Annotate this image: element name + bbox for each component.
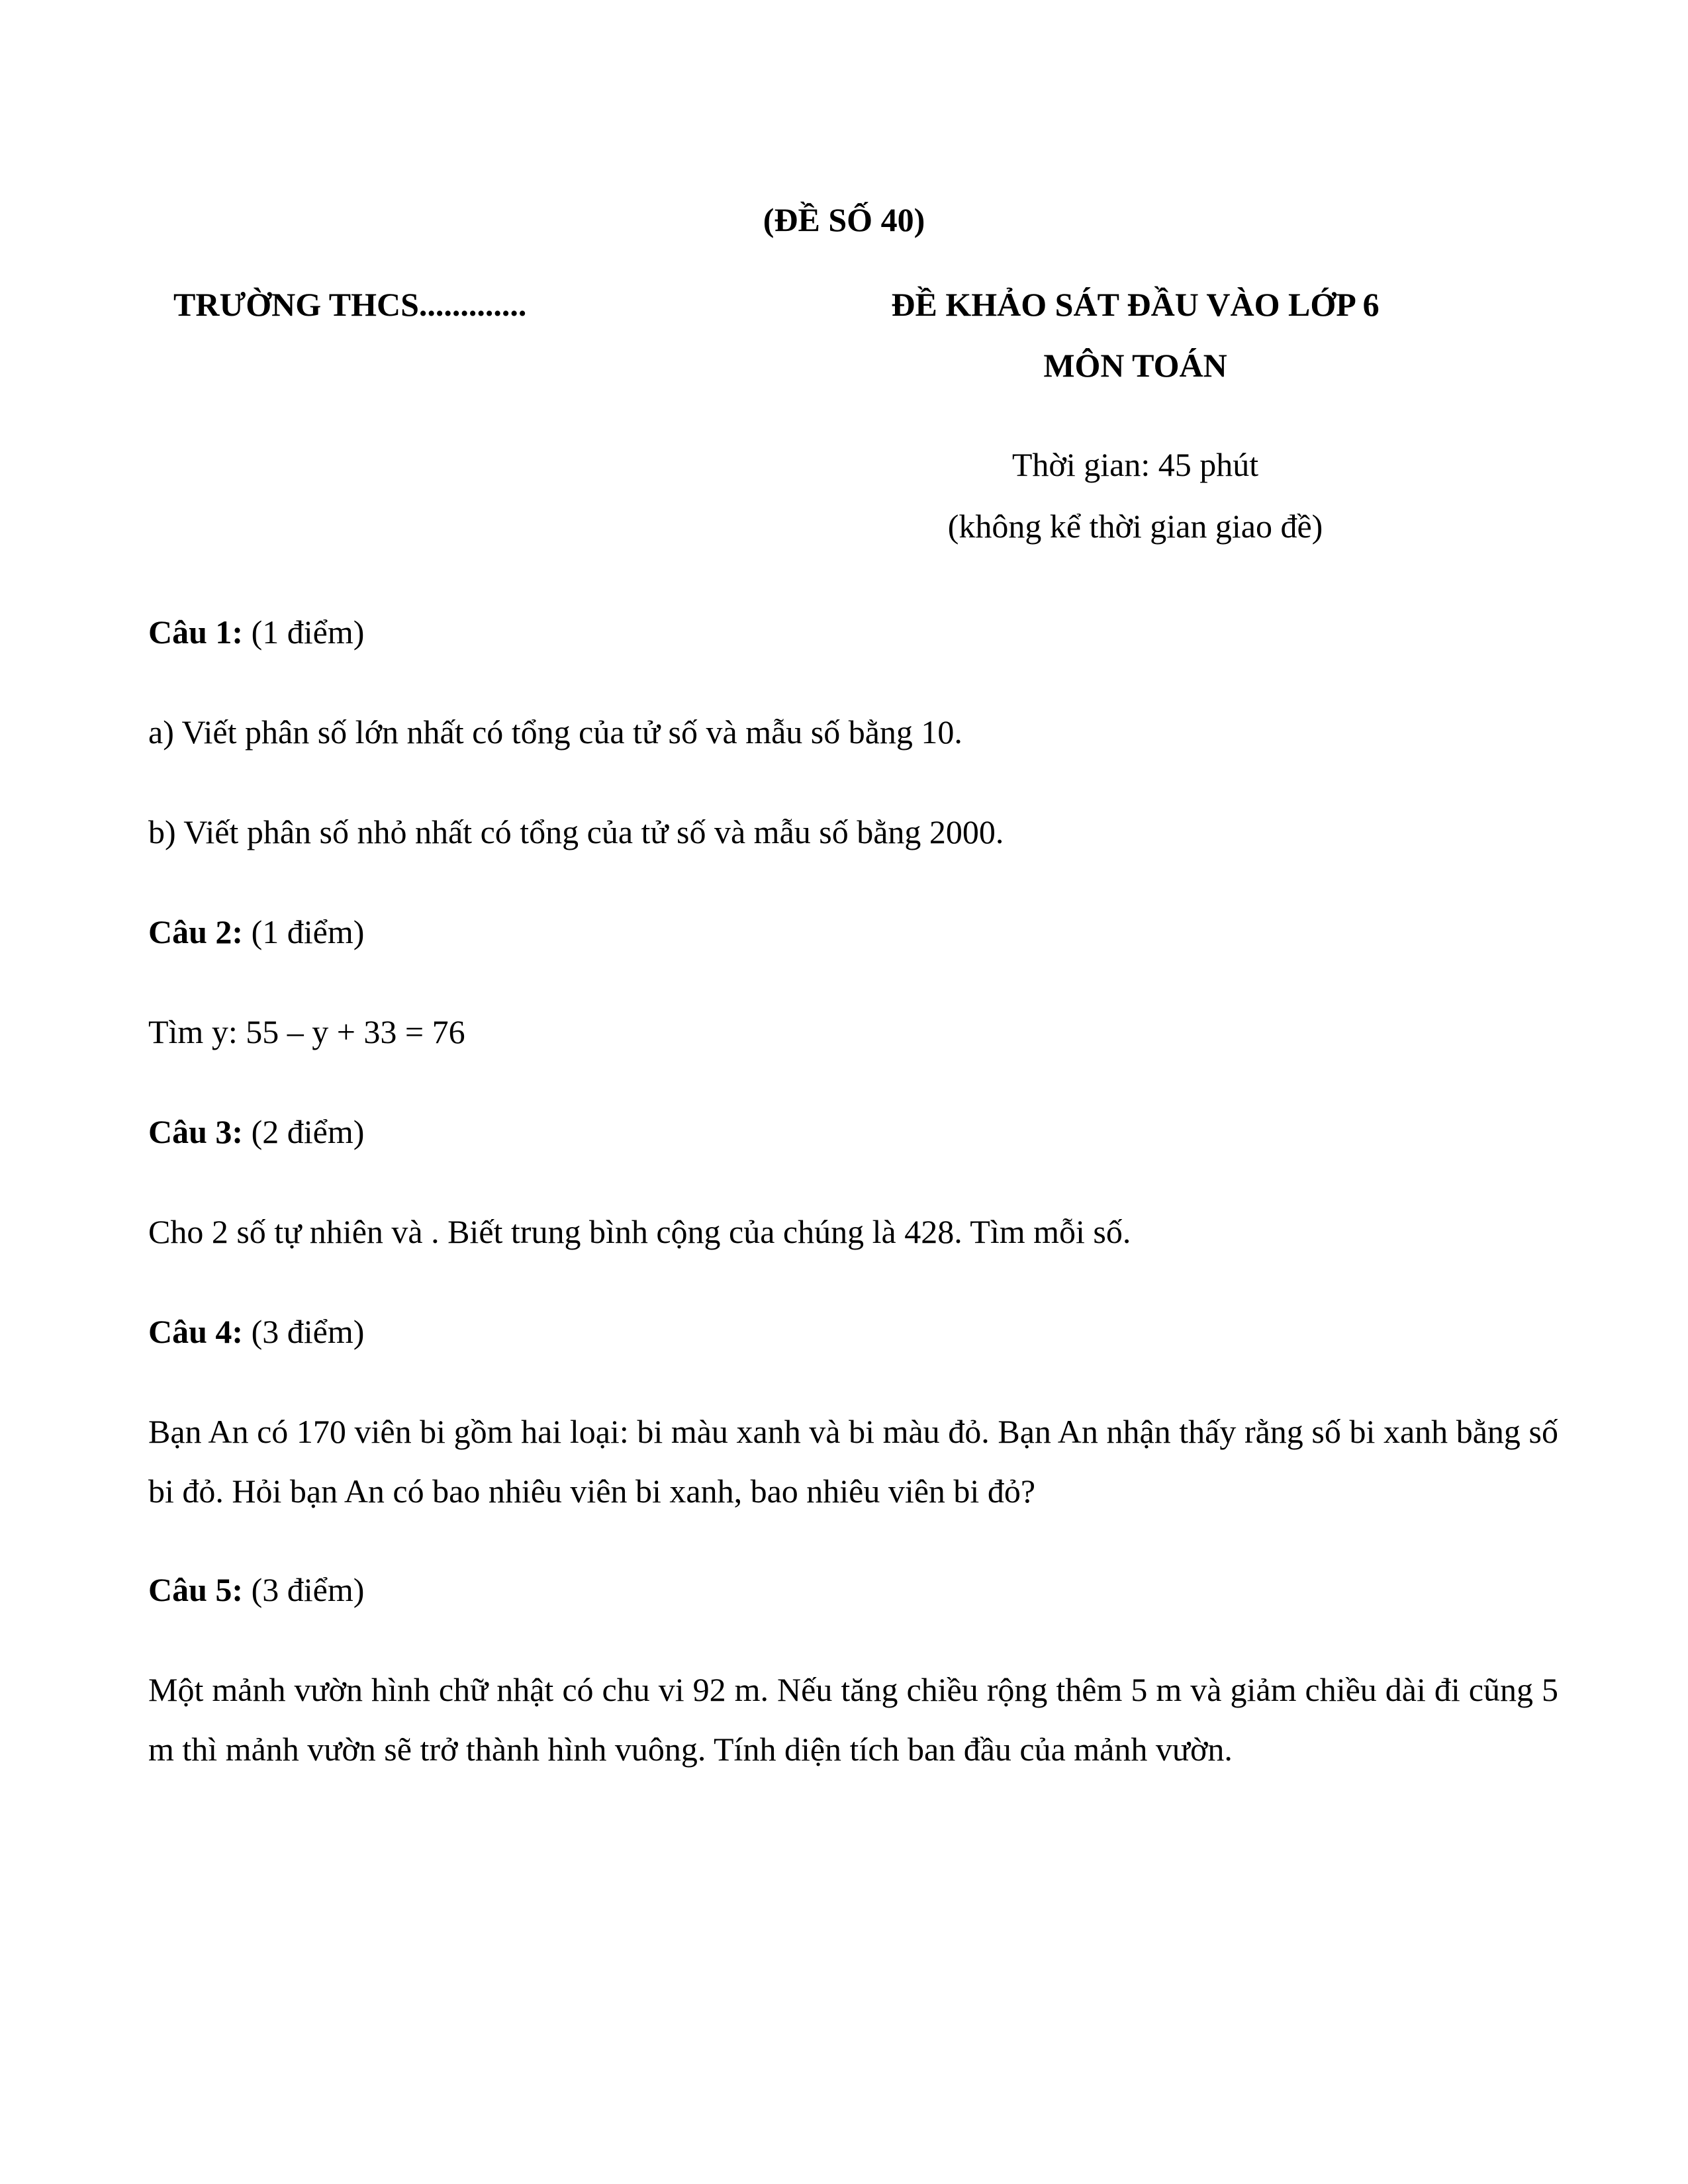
question-1-part-a: a) Viết phân số lớn nhất có tổng của tử số và mẫu số bằng 10. xyxy=(148,713,962,751)
exam-time-note: (không kể thời gian giao đề) xyxy=(947,508,1323,545)
question-2-points: (1 điểm) xyxy=(243,913,365,950)
question-2-label: Câu 2: xyxy=(148,913,244,950)
question-4-label: Câu 4: xyxy=(148,1313,244,1350)
exam-time: Thời gian: 45 phút xyxy=(1011,446,1259,483)
exam-number: (ĐỀ SỐ 40) xyxy=(763,201,925,238)
question-5-heading xyxy=(148,1570,364,1610)
question-3-text: Cho 2 số tự nhiên và . Biết trung bình cộng của chúng là 428. Tìm mỗi số. xyxy=(148,1213,1131,1250)
question-4-text: Bạn An có 170 viên bi gồm hai loại: bi màu xanh và bi màu đỏ. Bạn An nhận thấy rằng số bi xanh bằng số bi đỏ. Hỏi bạn An có bao nhiêu viên bi xanh, bao nhiêu viên bi đỏ? xyxy=(148,1413,1558,1510)
question-5-points: (3 điểm) xyxy=(243,1571,365,1608)
question-2-heading xyxy=(148,912,364,952)
question-5-text: Một mảnh vườn hình chữ nhật có chu vi 92 m. Nếu tăng chiều rộng thêm 5 m và giảm chiều dài đi cũng 5 m thì mảnh vườn sẽ trở thành hình vuông. Tính diện tích ban đầu của mảnh vườn. xyxy=(148,1671,1558,1768)
question-3-points: (2 điểm) xyxy=(243,1113,365,1150)
question-4-points: (3 điểm) xyxy=(243,1313,365,1350)
exam-subject: MÔN TOÁN xyxy=(1043,347,1227,384)
school-name: TRƯỜNG THCS............. xyxy=(173,286,527,323)
question-1-part-b: b) Viết phân số nhỏ nhất có tổng của tử số và mẫu số bằng 2000. xyxy=(148,813,1004,850)
question-3-heading xyxy=(148,1112,364,1152)
question-4-heading xyxy=(148,1312,364,1351)
question-5-label: Câu 5: xyxy=(148,1571,244,1608)
question-2-text: Tìm y: 55 – y + 33 = 76 xyxy=(148,1013,465,1050)
question-1-label: Câu 1: xyxy=(148,614,244,651)
question-1-points: (1 điểm) xyxy=(243,614,365,651)
question-3-label: Câu 3: xyxy=(148,1113,244,1150)
question-1-heading xyxy=(148,612,364,652)
exam-title: ĐỀ KHẢO SÁT ĐẦU VÀO LỚP 6 xyxy=(891,286,1380,323)
